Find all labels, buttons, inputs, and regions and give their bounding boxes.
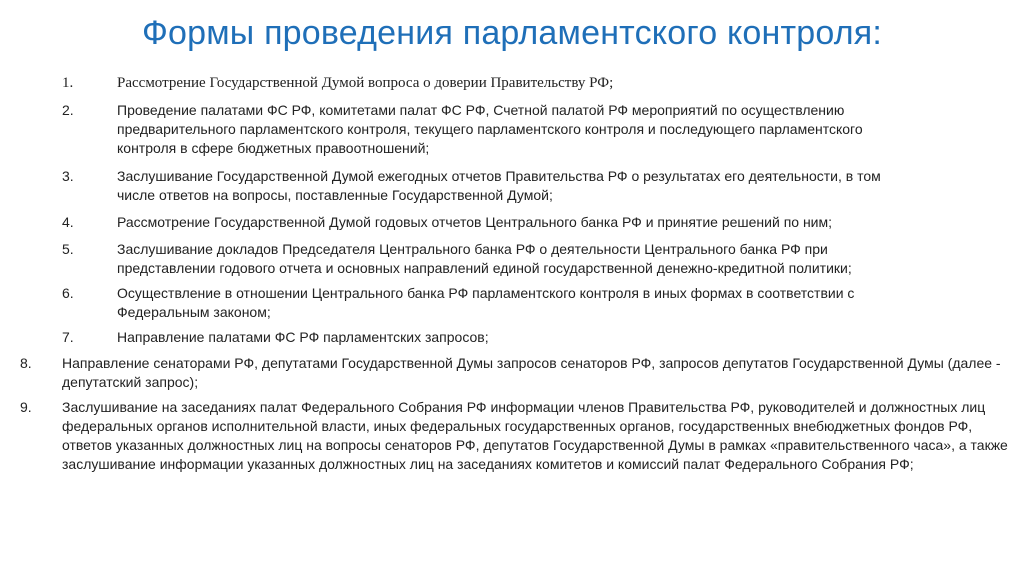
list-item-text: Осуществление в отношении Центрального банка РФ парламентского контроля в иных формах в соответствии с Федеральным законом;: [117, 285, 855, 320]
list-item-number: 6.: [62, 285, 74, 301]
list-item-number: 2.: [62, 102, 74, 118]
list-item-text: Рассмотрение Государственной Думой годовых отчетов Центрального банка РФ и принятие решений по ним;: [117, 214, 833, 230]
list-item-text: Направление сенаторами РФ, депутатами Государственной Думы запросов сенаторов РФ, запросов депутатов Государственной Думы (далее - депутатский запрос);: [62, 355, 1001, 390]
list-item-number: 5.: [62, 241, 74, 257]
list-item-text: Заслушивание докладов Председателя Центрального банка РФ о деятельности Центрального банка РФ при представлении годового отчета и основных направлений единой государственной денежно-кредитной политики;: [117, 241, 852, 276]
list-item-number: 4.: [62, 214, 74, 230]
list-item-number: 1.: [62, 75, 74, 91]
list-item-number: 7.: [62, 329, 74, 345]
list-item-number: 8.: [20, 355, 32, 371]
list-item-text: Заслушивание Государственной Думой ежегодных отчетов Правительства РФ о результатах его деятельности, в том числе ответов на вопросы, поставленные Государственной Думой;: [117, 168, 881, 203]
list-item-text: Направление палатами ФС РФ парламентских запросов;: [117, 329, 489, 345]
list-item-text: Проведение палатами ФС РФ, комитетами палат ФС РФ, Счетной палатой РФ мероприятий по осуществлению предварительного парламентского контроля, текущего парламентского контроля и последующего парламентского контроля в сфере бюджетных правоотношений;: [117, 102, 863, 156]
slide-title: Формы проведения парламентского контроля:: [141, 14, 883, 52]
list-item-number: 3.: [62, 168, 74, 184]
list-item-text: Рассмотрение Государственной Думой вопроса о доверии Правительству РФ;: [117, 75, 614, 91]
list-item-text: Заслушивание на заседаниях палат Федерального Собрания РФ информации членов Правительства РФ, руководителей и должностных лиц федеральных органов исполнительной власти, иных федеральных государственных органов, государственных внебюджетных фондов РФ, ответов указанных должностных лиц на вопросы сенаторов РФ, депутатов Государственной Думы в рамках «правительственного часа», а также заслушивание информации указанных должностных лиц на заседаниях комитетов и комиссий палат Федерального Собрания РФ;: [62, 399, 1008, 472]
list-item-number: 9.: [20, 399, 32, 415]
